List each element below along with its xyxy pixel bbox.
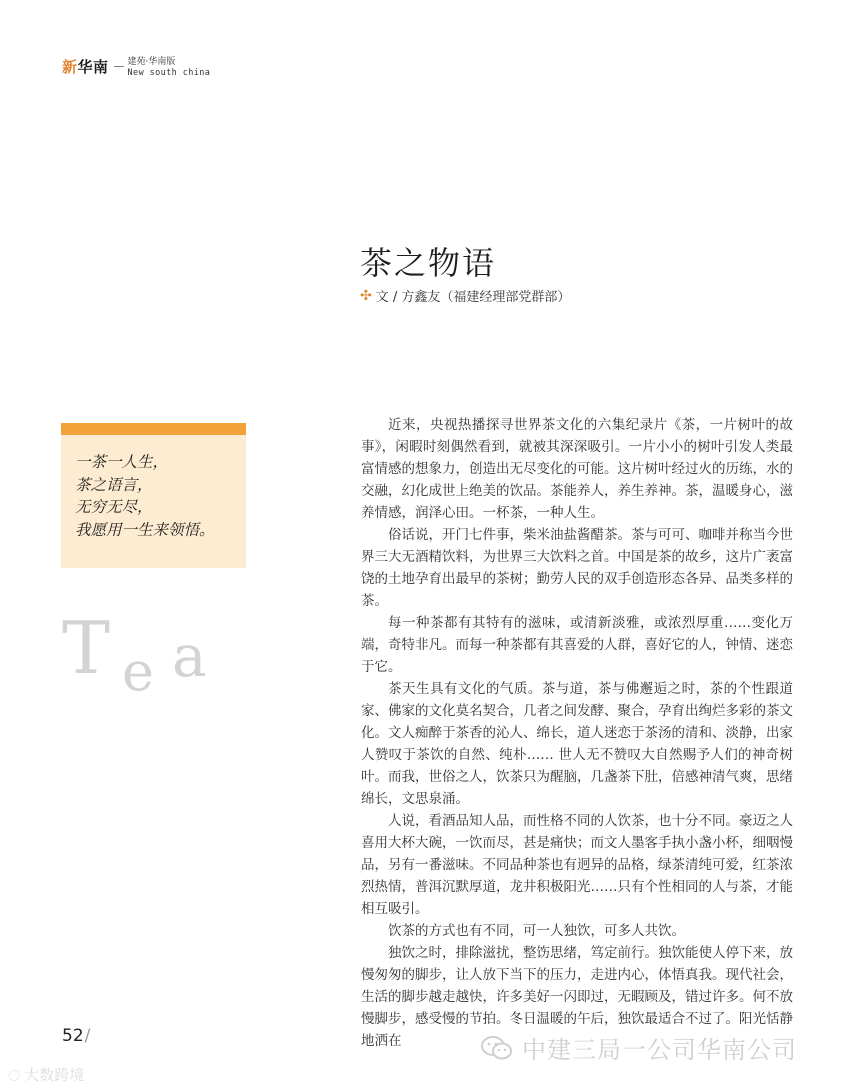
- quote-line: 一茶一人生，: [75, 453, 169, 471]
- quote-line: 我愿用一生来领悟。: [75, 520, 215, 539]
- byline: [360, 286, 570, 305]
- wechat-icon: [480, 1035, 514, 1061]
- article-title: 茶之物语: [360, 244, 497, 282]
- masthead-divider: [114, 66, 124, 67]
- logo-text: 华南: [77, 58, 109, 76]
- watermark-text: 中建三局一公司华南公司: [522, 1036, 797, 1064]
- article-body: [361, 414, 793, 1052]
- tea-letter-a: a: [172, 622, 207, 690]
- publication-logo: [62, 56, 109, 77]
- watermark: [480, 1030, 797, 1065]
- byline-text: 文 / 方鑫友（福建经理部党群部）: [375, 290, 571, 305]
- pull-quote: [61, 423, 246, 568]
- masthead-subtitle: [128, 56, 211, 79]
- section-name: 建苑·华南版: [127, 57, 176, 67]
- byline-marker-icon: ✣: [360, 287, 372, 304]
- page-number-value: 52: [62, 1026, 84, 1046]
- section-english: New south china: [127, 68, 211, 78]
- tea-letter-t: T: [62, 606, 111, 690]
- paragraph: 茶天生具有文化的气质。茶与道，茶与佛邂逅之时，茶的个性跟道家、佛家的文化莫名契合，几者之间发酵、聚合，孕育出绚烂多彩的茶文化。文人痴醉于茶香的沁人、绵长，道人迷恋于茶汤的清和、淡静，出家人赞叹于茶饮的自然、纯朴…… 世人无不赞叹大自然赐予人们的神奇树叶。而我，世俗之人，饮茶只为醒脑，几盏茶下肚，倍感神清气爽，思绪绵长，文思泉涌。: [361, 681, 793, 807]
- page-number: [62, 1026, 90, 1046]
- paragraph: 饮茶的方式也有不同，可一人独饮，可多人共饮。: [388, 923, 685, 939]
- tea-decoration: [62, 608, 232, 718]
- paragraph: 俗话说，开门七件事，柴米油盐酱醋茶。茶与可可、咖啡并称当今世界三大无酒精饮料，为世界三大饮料之首。中国是茶的故乡，这片广袤富饶的土地孕育出最早的茶树；勤劳人民的双手创造形态各异、品类多样的茶。: [361, 527, 793, 609]
- chat-bubble-icon: ◌: [8, 1066, 21, 1083]
- paragraph: 人说，看酒品知人品，而性格不同的人饮茶，也十分不同。豪迈之人喜用大杯大碗，一饮而尽，甚是痛快；而文人墨客手执小盏小杯，细咽慢品，另有一番滋味。不同品种茶也有迥异的品格，绿茶清纯可爱，红茶浓烈热情，普洱沉默厚道，龙井积极阳光……只有个性相同的人与茶，才能相互吸引。: [361, 813, 793, 917]
- tea-letter-e: e: [122, 640, 154, 703]
- corner-mark: [8, 1064, 84, 1085]
- page-number-slash: /: [84, 1026, 91, 1046]
- logo-prefix: 新: [62, 58, 78, 76]
- paragraph: 近来，央视热播探寻世界茶文化的六集纪录片《茶，一片树叶的故事》，闲暇时刻偶然看到，就被其深深吸引。一片小小的树叶引发人类最富情感的想象力，创造出无尽变化的可能。这片树叶经过火的历练，水的交融，幻化成世上绝美的饮品。茶能养人，养生养神。茶，温暖身心，滋养情感，润泽心田。一杯茶，一种人生。: [361, 417, 793, 521]
- corner-mark-text: 大数跨境: [24, 1066, 85, 1084]
- paragraph: 每一种茶都有其特有的滋味，或清新淡雅，或浓烈厚重……变化万端，奇特非凡。而每一种茶都有其喜爱的人群，喜好它的人，钟情、迷恋于它。: [361, 615, 793, 675]
- quote-line: 无穷无尽，: [75, 498, 153, 516]
- paragraph: 独饮之时，排除滋扰，整饬思绪，笃定前行。独饮能使人停下来，放慢匆匆的脚步，让人放下当下的压力，走进内心，体悟真我。现代社会，生活的脚步越走越快，许多美好一闪即过，无暇顾及，错过许多。何不放慢脚步，感受慢的节拍。冬日温暖的午后，独饮最适合不过了。阳光恬静地洒在: [361, 945, 793, 1049]
- pull-quote-bar: [61, 423, 246, 435]
- masthead: [62, 56, 210, 79]
- quote-line: 茶之语言，: [75, 475, 153, 494]
